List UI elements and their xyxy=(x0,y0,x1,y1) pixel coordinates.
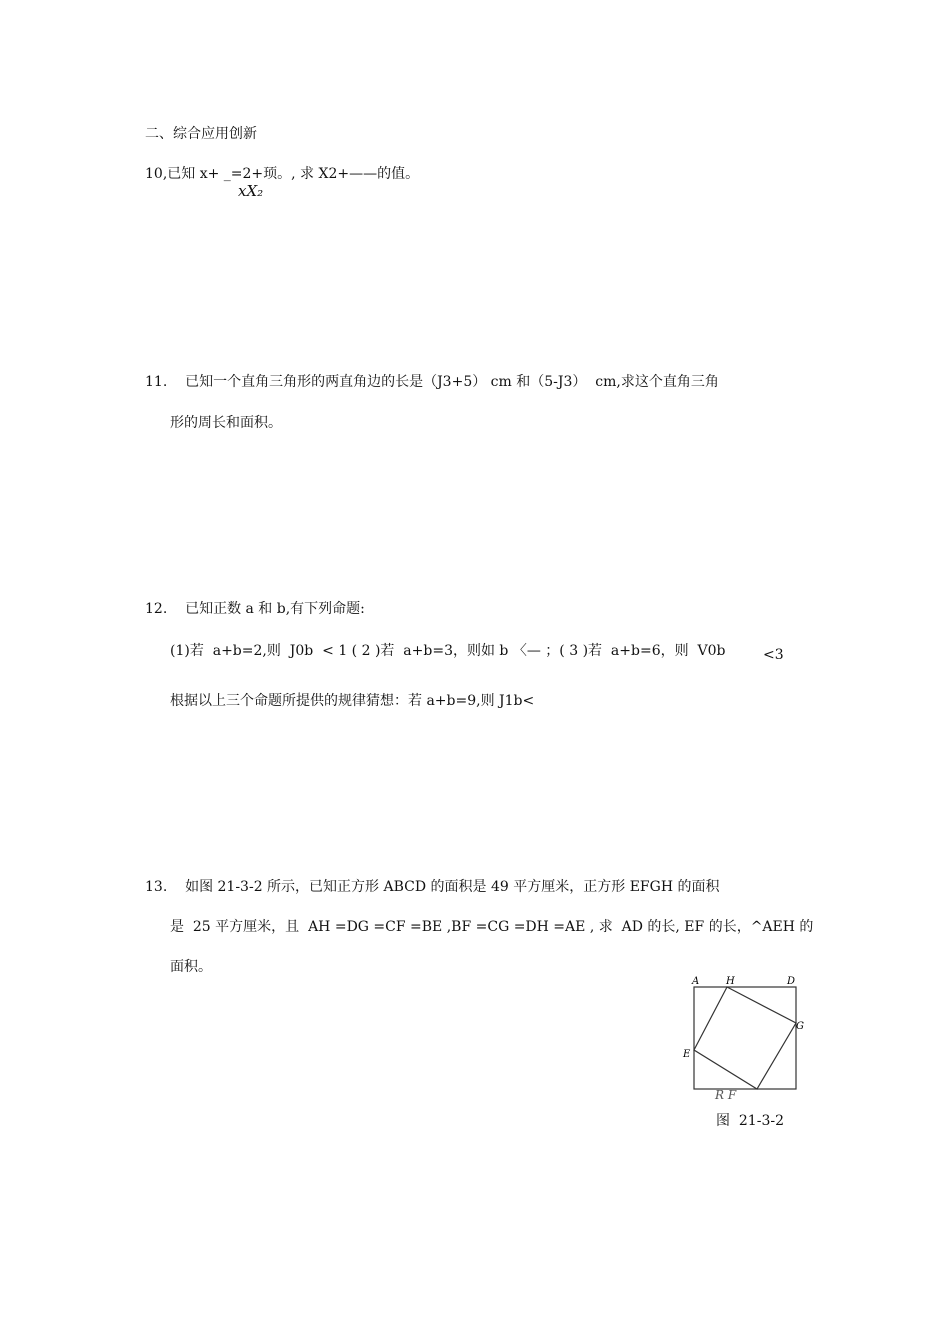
square-diagram xyxy=(680,974,820,1104)
square-efgh xyxy=(694,987,796,1089)
question-12-line-3: 根据以上三个命题所提供的规律猜想：若 a+b=9,则 J1b< xyxy=(170,693,535,709)
square-abcd xyxy=(694,987,796,1089)
question-10: 10,已知 x+ _=2+顼。, 求 X2+——的值。 xyxy=(145,166,420,182)
label-g: G xyxy=(796,1021,804,1032)
question-11-line-1: 11. 已知一个直角三角形的两直角边的长是（J3+5） cm 和（5-J3） cm,求这个直角三角 xyxy=(145,374,719,390)
label-e: E xyxy=(683,1049,691,1060)
question-13-line-3: 面积。 xyxy=(170,959,212,975)
label-d: D xyxy=(787,976,796,987)
label-a: A xyxy=(692,976,700,987)
question-12-line-2: (1)若 a+b=2,则 J0b < 1 ( 2 )若 a+b=3，则如 b 〈— ；( 3 )若 a+b=6，则 V0b xyxy=(170,643,726,659)
question-13-line-1: 13. 如图 21-3-2 所示，已知正方形 ABCD 的面积是 49 平方厘米，正方形 EFGH 的面积 xyxy=(145,879,720,895)
figure-caption: 图 21-3-2 xyxy=(716,1113,784,1129)
question-10-subscript: xX₂ xyxy=(238,182,264,200)
question-12-line-1: 12. 已知正数 a 和 b,有下列命题: xyxy=(145,601,365,617)
label-h: H xyxy=(726,976,735,987)
question-13-line-2: 是 25 平方厘米，且 AH =DG =CF =BE ,BF =CG =DH =AE , 求 AD 的长, EF 的长，^AEH 的 xyxy=(170,919,814,935)
label-bottom: R F xyxy=(715,1088,737,1102)
section-title: 二、综合应用创新 xyxy=(145,126,257,142)
question-12-line-2-end: <3 xyxy=(763,647,784,663)
question-11-line-2: 形的周长和面积。 xyxy=(170,415,282,431)
